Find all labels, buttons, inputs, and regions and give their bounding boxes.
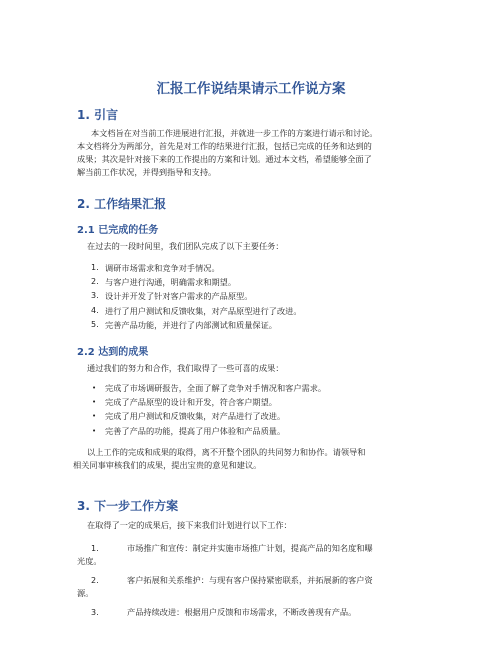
list-item-text: 光度。 [77, 556, 102, 566]
paragraph-line: 在取得了一定的成果后，接下来我们计划进行以下工作： [87, 520, 292, 530]
list-item-text: 市场推广和宣传：制定并实施市场推广计划，提高产品的知名度和曝 [127, 543, 373, 553]
list-item [77, 395, 437, 409]
bullet-marker: • [92, 398, 97, 407]
subsection-heading-achievements: 2.2 达到的成果 [77, 347, 149, 358]
list-item-text: 源。 [77, 588, 94, 598]
paragraph-line: 本文档将分为两部分，首先是对工作的结果进行汇报，包括已完成的任务和达到的 [77, 141, 372, 151]
bullet-marker: • [92, 426, 97, 435]
paragraph-line: 成果；其次是针对接下来的工作提出的方案和计划。通过本文档，希望能够全面了 [77, 154, 372, 164]
results-closing-paragraph [73, 446, 429, 472]
list-item [77, 574, 437, 600]
subsection-heading-completed-tasks: 2.1 已完成的任务 [77, 225, 159, 236]
list-marker: 5. [91, 319, 99, 329]
paragraph-line: 解当前工作状况，并得到指导和支持。 [77, 167, 217, 177]
paragraph-line: 以上工作的完成和成果的取得，离不开整个团队的共同努力和协作。请领导和 [87, 447, 366, 457]
completed-tasks-list [77, 261, 437, 332]
list-item-text: 完成了用户测试和反馈收集，对产品进行了改进。 [105, 411, 286, 422]
list-marker: 2. [91, 576, 99, 585]
bullet-marker: • [92, 384, 97, 392]
achievements-intro [77, 362, 429, 375]
document-title: 汇报工作说结果请示工作说方案 [156, 81, 346, 97]
list-item-text: 完善了产品的功能，提高了用户体验和产品质量。 [105, 425, 286, 436]
next-steps-list [77, 542, 437, 625]
list-item-text: 调研市场需求和竞争对手情况。 [105, 263, 220, 273]
list-item [77, 318, 437, 332]
list-marker: 2. [91, 277, 99, 287]
list-item [77, 275, 437, 289]
section-heading-introduction: 1. 引言 [77, 108, 119, 122]
list-item-text: 设计并开发了针对客户需求的产品原型。 [105, 291, 253, 302]
list-item-text: 完善产品功能，并进行了内部测试和质量保证。 [105, 319, 277, 330]
list-item-text: 产品持续改进：根据用户反馈和市场需求，不断改善现有产品。 [127, 607, 357, 617]
section-heading-next-steps: 3. 下一步工作方案 [77, 499, 179, 513]
list-item [77, 289, 437, 303]
achievements-list [77, 381, 437, 438]
list-item-text: 客户拓展和关系维护：与现有客户保持紧密联系，并拓展新的客户资 [127, 575, 373, 585]
list-marker: 3. [91, 608, 99, 617]
list-marker: 1. [91, 263, 99, 272]
list-item [77, 606, 437, 619]
paragraph-line: 相关同事审核我们的成果，提出宝贵的意见和建议。 [73, 460, 262, 470]
section-heading-results: 2. 工作结果汇报 [77, 197, 167, 211]
list-item [77, 542, 437, 568]
paragraph-line: 通过我们的努力和合作，我们取得了一些可喜的成果： [87, 363, 284, 373]
list-marker: 1. [91, 544, 99, 553]
list-item-text: 完成了市场调研报告，全面了解了竞争对手情况和客户需求。 [105, 383, 327, 393]
list-item [77, 424, 437, 438]
list-item-text: 进行了用户测试和反馈收集，对产品原型进行了改进。 [105, 305, 302, 316]
list-item-text: 与客户进行沟通，明确需求和期望。 [105, 277, 237, 288]
paragraph-line: 在过去的一段时间里，我们团队完成了以下主要任务： [87, 241, 284, 251]
list-item-text: 完成了产品原型的设计和开发，符合客户期望。 [105, 397, 277, 408]
paragraph-line: 本文档旨在对当前工作进展进行汇报，并就进一步工作的方案进行请示和讨论。 [91, 128, 378, 138]
list-item [77, 304, 437, 318]
completed-tasks-intro [77, 240, 429, 253]
bullet-marker: • [92, 412, 97, 421]
list-item [77, 381, 437, 395]
list-item [77, 409, 437, 423]
list-marker: 4. [91, 305, 99, 315]
list-item [77, 261, 437, 275]
introduction-paragraph [77, 127, 429, 179]
list-marker: 3. [91, 291, 99, 301]
next-steps-intro [77, 519, 429, 532]
